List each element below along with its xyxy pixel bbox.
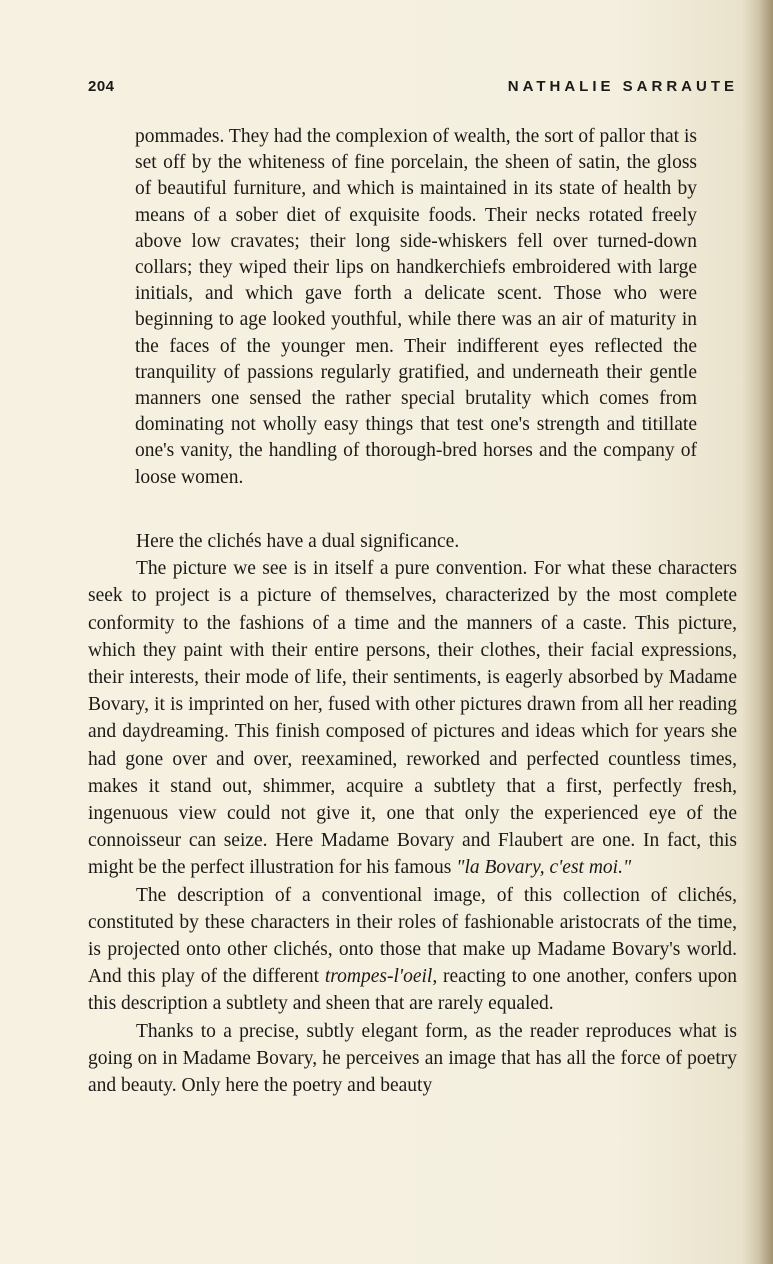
page-header bbox=[88, 78, 738, 104]
paragraph-1: Here the clichés have a dual significance. bbox=[136, 531, 460, 552]
paragraph-2-italic: "la Bovary, c'est moi." bbox=[456, 857, 632, 879]
paragraph-3-text-b: reacting to one another, confers upon this description a subtlety and sheen that are rarely equaled. bbox=[88, 966, 737, 1015]
page-spine-shadow bbox=[759, 0, 773, 1264]
paragraph-3 bbox=[88, 882, 737, 1018]
body-text bbox=[88, 528, 737, 1099]
paragraph-4: Thanks to a precise, subtly elegant form, as the reader reproduces what is going on in Madame Bovary, he perceives an image that has all the force of poetry and beauty. Only here the poetry and beauty bbox=[88, 1020, 737, 1097]
quote-paragraph: pommades. They had the complexion of wealth, the sort of pallor that is set off by the whiteness of fine porcelain, the sheen of satin, the gloss of beautiful furniture, and which is maintained in its state of health by means of a sober diet of exquisite foods. Their necks rotated freely above low cravates; their long side-whiskers fell over turned-down collars; they wiped their lips on handkerchiefs embroidered with large initials, and which gave forth a delicate scent. Those who were beginning to age looked youthful, while there was an air of maturity in the faces of the younger men. Their indifferent eyes reflected the tranquility of passions regularly gratified, and underneath their gentle manners one sensed the rather special brutality which comes from dominating not wholly easy things that test one's strength and titillate one's vanity, the handling of thorough-bred horses and the company of loose women. bbox=[135, 126, 697, 488]
running-head: NATHALIE SARRAUTE bbox=[507, 78, 738, 95]
block-quote bbox=[135, 124, 697, 491]
paragraph-3-italic: trompes-l'oeil, bbox=[324, 966, 438, 988]
paragraph-2 bbox=[88, 555, 737, 881]
paragraph-3-text-a: The description of a conventional image, of this collection of clichés, constituted by these characters in their roles of fashionable aristocrats of the time, is projected onto other clichés, onto those that make up Madame Bovary's world. And this play of the different bbox=[88, 884, 737, 988]
paragraph-2-text: The picture we see is in itself a pure convention. For what these characters seek to project is a picture of themselves, characterized by the most complete conformity to the fashions of a time and the manners of a caste. This picture, which they paint with their entire persons, their clothes, their facial expressions, their interests, their mode of life, their sentiments, is eagerly absorbed by Madame Bovary, it is imprinted on her, fused with other pictures drawn from all her reading and daydreaming. This finish composed of pictures and ideas which for years she had gone over and over, reexamined, reworked and perfected countless times, makes it stand out, shimmer, acquire a subtlety that a first, perfectly fresh, ingenuous view could not give it, one that only the experienced eye of the connoisseur can seize. Here Madame Bovary and Flaubert are one. In fact, this might be the perfect illustration for his famous bbox=[88, 558, 737, 879]
page-number: 204 bbox=[88, 78, 115, 95]
